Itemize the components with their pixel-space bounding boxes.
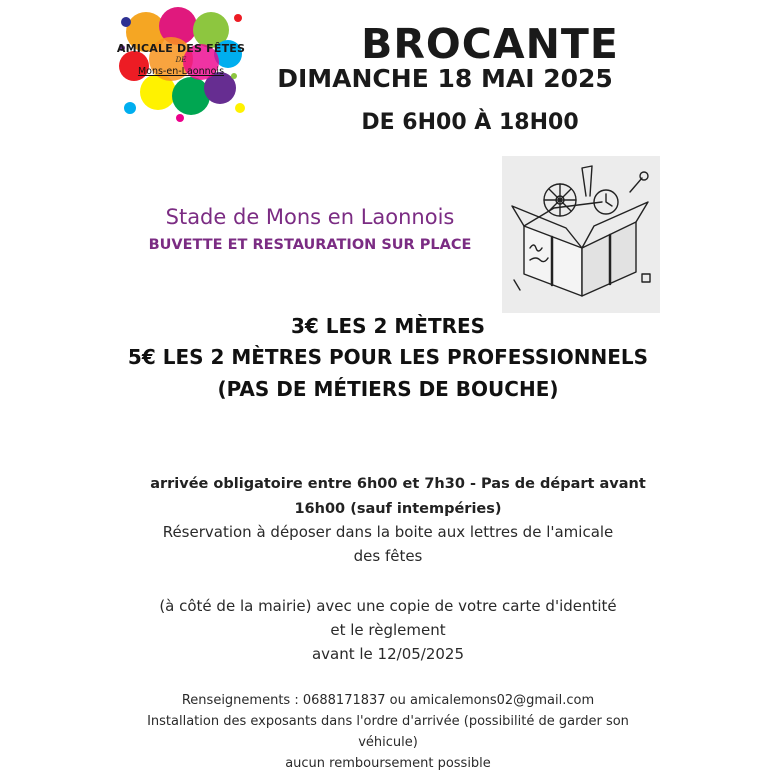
arrival-rules xyxy=(150,472,646,522)
page-title: BROCANTE xyxy=(361,20,619,68)
reservation-line-1: Réservation à déposer dans la boite aux lettres de l'amicale xyxy=(162,523,614,541)
amicale-logo xyxy=(116,4,246,124)
event-date: DIMANCHE 18 MAI 2025 xyxy=(277,64,613,93)
food-notice: BUVETTE ET RESTAURATION SUR PLACE xyxy=(148,237,472,253)
install-line-1: Installation des exposants dans l'ordre d'arrivée (possibilité de garder son xyxy=(147,714,629,729)
contact-line: Renseignements : 0688171837 ou amicalemons02@gmail.com xyxy=(181,693,595,708)
price-line-professional: 5€ LES 2 MÈTRES POUR LES PROFESSIONNELS xyxy=(127,345,649,369)
reservation-line-2: des fêtes xyxy=(353,547,423,565)
refund-line: aucun remboursement possible xyxy=(285,756,491,771)
paint-splash-icon xyxy=(116,4,246,124)
logo-de: DE xyxy=(175,56,187,64)
location-info xyxy=(130,594,646,666)
brocante-illustration xyxy=(502,156,660,313)
arrival-line-2: 16h00 (sauf intempéries) xyxy=(294,501,502,517)
install-line-2: véhicule) xyxy=(358,735,418,750)
logo-title: AMICALE DES FÊTES xyxy=(116,42,246,55)
footer-info xyxy=(110,690,666,774)
price-line-individual: 3€ LES 2 MÈTRES xyxy=(290,314,486,338)
logo-town: Mons-en-Laonnois xyxy=(137,66,225,77)
box-sketch-icon xyxy=(502,156,660,313)
event-hours: DE 6H00 À 18H00 xyxy=(361,110,579,135)
location-line-1: (à côté de la mairie) avec une copie de votre carte d'identité xyxy=(159,597,617,615)
venue-name: Stade de Mons en Laonnois xyxy=(165,205,455,229)
price-line-exclusion: (PAS DE MÉTIERS DE BOUCHE) xyxy=(217,377,559,401)
reservation-info xyxy=(130,520,646,568)
deadline: avant le 12/05/2025 xyxy=(311,645,465,663)
arrival-line-1: arrivée obligatoire entre 6h00 et 7h30 - Pas de départ avant xyxy=(150,476,646,492)
location-line-2: et le règlement xyxy=(330,621,446,639)
